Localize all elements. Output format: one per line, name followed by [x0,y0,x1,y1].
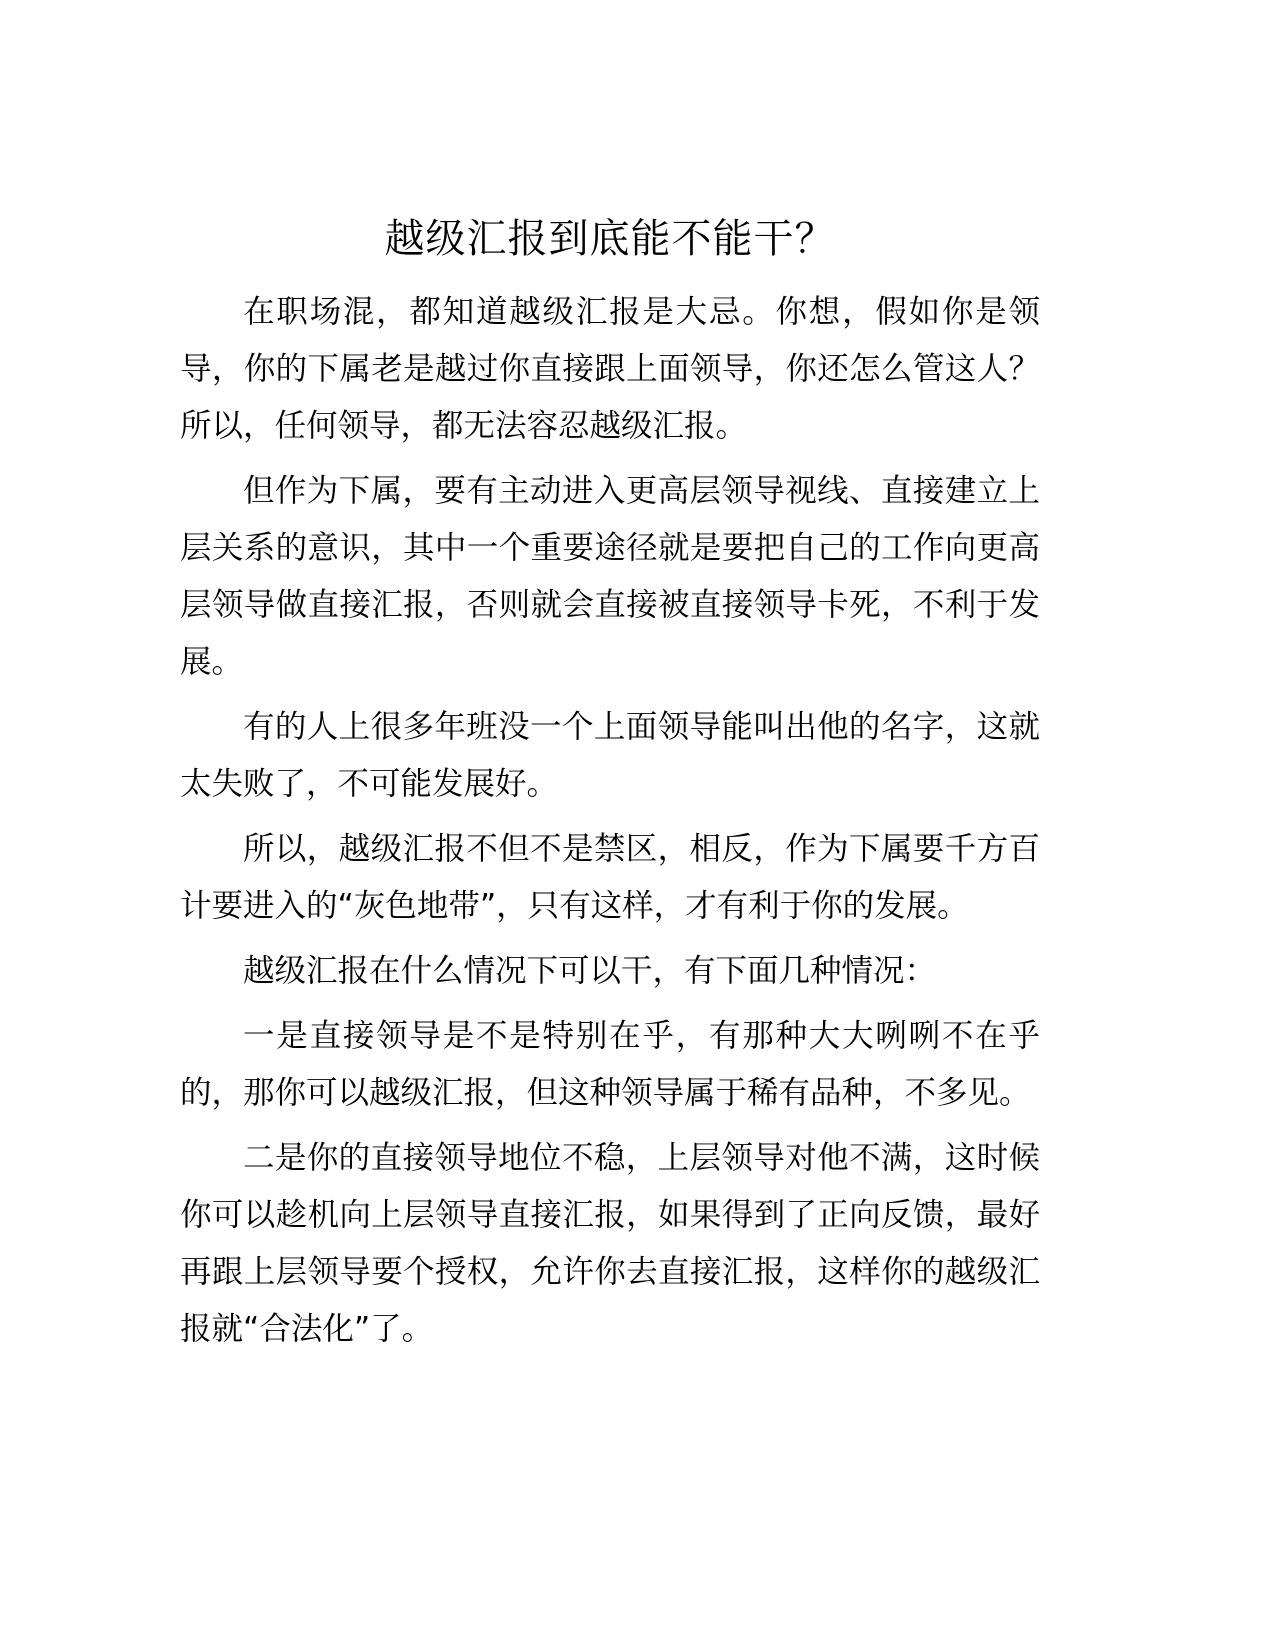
paragraph-7: 二是你的直接领导地位不稳，上层领导对他不满，这时候你可以趁机向上层领导直接汇报，如果得到了正向反馈，最好再跟上层领导要个授权，允许你去直接汇报，这样你的越级汇报就“合法化”了。 [180,1140,1040,1347]
paragraph-1: 在职场混，都知道越级汇报是大忌。你想，假如你是领导，你的下属老是越过你直接跟上面领导，你还怎么管这人？所以，任何领导，都无法容忍越级汇报。 [180,294,1040,444]
document-page [180,208,1040,1366]
paragraph-3: 有的人上很多年班没一个上面领导能叫出他的名字，这就太失败了，不可能发展好。 [180,709,1040,802]
document-title: 越级汇报到底能不能干？ [384,216,836,262]
paragraph-6: 一是直接领导是不是特别在乎，有那种大大咧咧不在乎的，那你可以越级汇报，但这种领导属于稀有品种，不多见。 [180,1018,1040,1111]
paragraph-5: 越级汇报在什么情况下可以干，有下面几种情况： [243,953,937,989]
paragraph-4: 所以，越级汇报不但不是禁区，相反，作为下属要千方百计要进入的“灰色地带”，只有这样，才有利于你的发展。 [180,831,1040,924]
paragraph-2: 但作为下属，要有主动进入更高层领导视线、直接建立上层关系的意识，其中一个重要途径就是要把自己的工作向更高层领导做直接汇报，否则就会直接被直接领导卡死，不利于发展。 [180,473,1040,680]
